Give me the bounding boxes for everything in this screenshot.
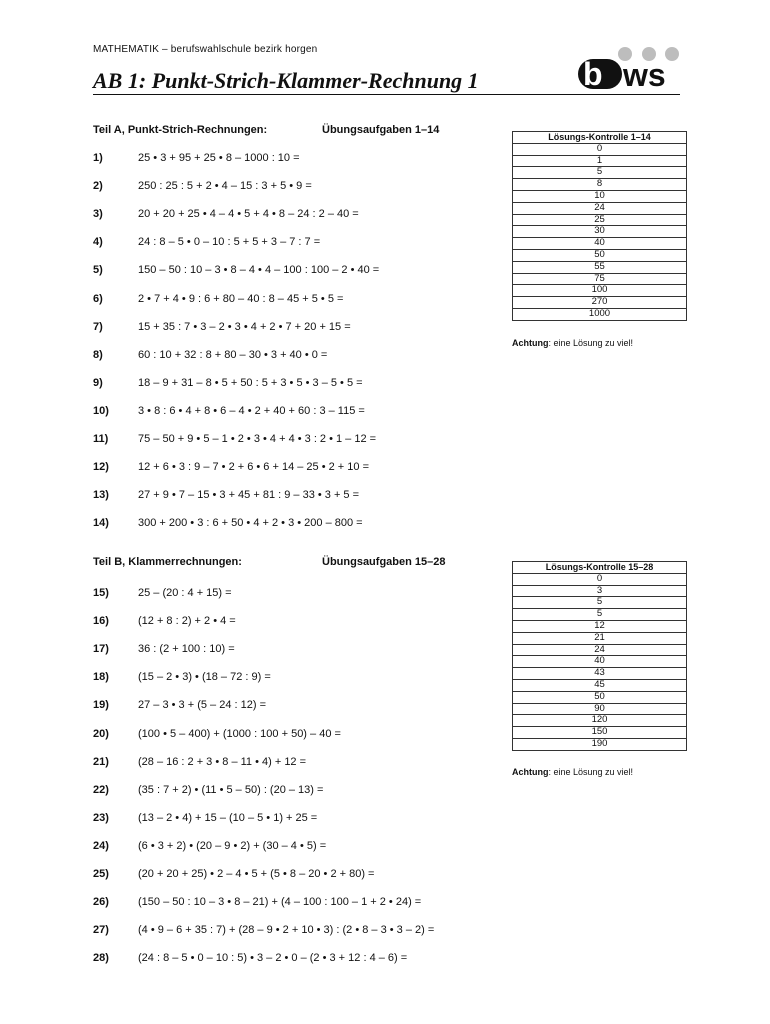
teil-b-title: Teil B, Klammerrechnungen: bbox=[93, 556, 242, 568]
solution-value: 150 bbox=[513, 727, 687, 739]
note-b-bold: Achtung bbox=[512, 767, 549, 777]
task-expression: 24 : 8 – 5 • 0 – 10 : 5 + 5 + 3 – 7 : 7 = bbox=[138, 236, 321, 249]
task-number: 2) bbox=[93, 180, 103, 193]
task-expression: 75 – 50 + 9 • 5 – 1 • 2 • 3 • 4 + 4 • 3 : 2 • 1 – 12 = bbox=[138, 433, 377, 445]
task-number: 28) bbox=[93, 952, 109, 965]
bws-logo bbox=[575, 44, 685, 92]
task-number: 6) bbox=[93, 292, 103, 305]
task-number: 15) bbox=[93, 587, 109, 599]
solution-value: 270 bbox=[513, 297, 687, 309]
task-expression: 3 • 8 : 6 • 4 + 8 • 6 – 4 • 2 + 40 + 60 : 3 – 115 = bbox=[138, 404, 365, 417]
task-number: 16) bbox=[93, 615, 109, 628]
task-number: 13) bbox=[93, 489, 109, 502]
task-expression: 150 – 50 : 10 – 3 • 8 – 4 • 4 – 100 : 100 – 2 • 40 = bbox=[138, 264, 380, 277]
task-number: 23) bbox=[93, 811, 109, 824]
task-number: 12) bbox=[93, 461, 109, 474]
task-expression: 27 – 3 • 3 + (5 – 24 : 12) = bbox=[138, 699, 266, 712]
solution-value: 0 bbox=[513, 143, 687, 155]
solution-value: 43 bbox=[513, 668, 687, 680]
solution-value: 50 bbox=[513, 691, 687, 703]
task-expression: 12 + 6 • 3 : 9 – 7 • 2 + 6 • 6 + 14 – 25 • 2 + 10 = bbox=[138, 461, 369, 474]
task-number: 22) bbox=[93, 783, 109, 796]
task-expression: 2 • 7 + 4 • 9 : 6 + 80 – 40 : 8 – 45 + 5 • 5 = bbox=[138, 292, 344, 305]
page-title: AB 1: Punkt-Strich-Klammer-Rechnung 1 bbox=[93, 68, 680, 95]
teil-b-heading bbox=[93, 556, 446, 568]
task-number: 8) bbox=[93, 348, 103, 361]
task-number: 5) bbox=[93, 264, 103, 277]
teil-b-subtitle: Übungsaufgaben 15–28 bbox=[322, 556, 446, 568]
task-number: 20) bbox=[93, 727, 109, 740]
note-b-text: : eine Lösung zu viel! bbox=[548, 767, 634, 777]
solution-value: 190 bbox=[513, 738, 687, 750]
task-number: 3) bbox=[93, 208, 103, 221]
task-number: 10) bbox=[93, 404, 109, 417]
task-expression: (20 + 20 + 25) • 2 – 4 • 5 + (5 • 8 – 20 • 2 + 80) = bbox=[138, 868, 375, 880]
task-number: 18) bbox=[93, 671, 109, 684]
solution-value: 24 bbox=[513, 202, 687, 214]
task-expression: (12 + 8 : 2) + 2 • 4 = bbox=[138, 615, 236, 628]
task-number: 21) bbox=[93, 755, 109, 768]
solution-value: 12 bbox=[513, 620, 687, 632]
task-expression: 60 : 10 + 32 : 8 + 80 – 30 • 3 + 40 • 0 = bbox=[138, 348, 328, 361]
task-number: 24) bbox=[93, 839, 109, 852]
task-number: 25) bbox=[93, 868, 109, 880]
solution-value: 40 bbox=[513, 238, 687, 250]
solution-table-a bbox=[512, 131, 687, 321]
document-subtitle: MATHEMATIK – berufswahlschule bezirk horgen bbox=[93, 44, 318, 55]
task-number: 17) bbox=[93, 643, 109, 656]
solution-value: 45 bbox=[513, 679, 687, 691]
task-number: 26) bbox=[93, 896, 109, 909]
task-number: 27) bbox=[93, 924, 109, 937]
task-expression: (35 : 7 + 2) • (11 • 5 – 50) : (20 – 13) = bbox=[138, 783, 324, 796]
solution-value: 24 bbox=[513, 644, 687, 656]
task-number: 1) bbox=[93, 152, 103, 164]
task-expression: (15 – 2 • 3) • (18 – 72 : 9) = bbox=[138, 671, 271, 684]
task-expression: 15 + 35 : 7 • 3 – 2 • 3 • 4 + 2 • 7 + 20 + 15 = bbox=[138, 320, 351, 333]
note-a-text: : eine Lösung zu viel! bbox=[548, 338, 634, 348]
solution-value: 0 bbox=[513, 573, 687, 585]
teil-a-title: Teil A, Punkt-Strich-Rechnungen: bbox=[93, 124, 268, 136]
task-expression: (28 – 16 : 2 + 3 • 8 – 11 • 4) + 12 = bbox=[138, 755, 307, 768]
solution-table-b bbox=[512, 561, 687, 751]
task-expression: 25 – (20 : 4 + 15) = bbox=[138, 587, 232, 599]
task-number: 9) bbox=[93, 376, 103, 389]
solution-value: 5 bbox=[513, 597, 687, 609]
teil-a-heading bbox=[93, 124, 440, 136]
task-expression: (150 – 50 : 10 – 3 • 8 – 21) + (4 – 100 : 100 – 1 + 2 • 24) = bbox=[138, 896, 422, 909]
task-expression: 250 : 25 : 5 + 2 • 4 – 15 : 3 + 5 • 9 = bbox=[138, 180, 312, 193]
task-expression: (13 – 2 • 4) + 15 – (10 – 5 • 1) + 25 = bbox=[138, 811, 318, 824]
task-expression: 18 – 9 + 31 – 8 • 5 + 50 : 5 + 3 • 5 • 3 – 5 • 5 = bbox=[138, 376, 363, 389]
task-expression: 300 + 200 • 3 : 6 + 50 • 4 + 2 • 3 • 200 – 800 = bbox=[138, 517, 363, 530]
solution-table-b-title: Lösungs-Kontrolle 15–28 bbox=[513, 562, 687, 574]
solution-value: 3 bbox=[513, 585, 687, 597]
task-number: 14) bbox=[93, 517, 109, 530]
task-expression: (100 • 5 – 400) + (1000 : 100 + 50) – 40 = bbox=[138, 727, 341, 740]
solution-value: 1 bbox=[513, 155, 687, 167]
solution-value: 21 bbox=[513, 632, 687, 644]
solution-value: 100 bbox=[513, 285, 687, 297]
task-number: 11) bbox=[93, 433, 109, 445]
task-expression: (24 : 8 – 5 • 0 – 10 : 5) • 3 – 2 • 0 – (2 • 3 + 12 : 4 – 6) = bbox=[138, 952, 408, 965]
solution-value: 10 bbox=[513, 190, 687, 202]
task-expression: 27 + 9 • 7 – 15 • 3 + 45 + 81 : 9 – 33 • 3 + 5 = bbox=[138, 489, 360, 502]
solution-value: 75 bbox=[513, 273, 687, 285]
solution-value: 1000 bbox=[513, 308, 687, 320]
solution-value: 90 bbox=[513, 703, 687, 715]
solution-value: 55 bbox=[513, 261, 687, 273]
task-expression: (6 • 3 + 2) • (20 – 9 • 2) + (30 – 4 • 5) = bbox=[138, 839, 327, 852]
solution-value: 50 bbox=[513, 249, 687, 261]
note-a bbox=[512, 338, 633, 348]
task-expression: 20 + 20 + 25 • 4 – 4 • 5 + 4 • 8 – 24 : 2 – 40 = bbox=[138, 208, 359, 221]
solution-table-a-title: Lösungs-Kontrolle 1–14 bbox=[513, 132, 687, 144]
svg-text:ws: ws bbox=[623, 57, 666, 92]
task-number: 19) bbox=[93, 699, 109, 712]
teil-a-subtitle: Übungsaufgaben 1–14 bbox=[322, 124, 440, 136]
solution-value: 5 bbox=[513, 609, 687, 621]
task-number: 7) bbox=[93, 320, 103, 333]
solution-value: 120 bbox=[513, 715, 687, 727]
solution-value: 40 bbox=[513, 656, 687, 668]
svg-text:b: b bbox=[583, 56, 603, 92]
note-b bbox=[512, 767, 633, 777]
solution-value: 5 bbox=[513, 167, 687, 179]
note-a-bold: Achtung bbox=[512, 338, 549, 348]
task-number: 4) bbox=[93, 236, 103, 249]
solution-value: 30 bbox=[513, 226, 687, 238]
solution-value: 8 bbox=[513, 179, 687, 191]
task-expression: (4 • 9 – 6 + 35 : 7) + (28 – 9 • 2 + 10 • 3) : (2 • 8 – 3 • 3 – 2) = bbox=[138, 924, 435, 937]
task-expression: 36 : (2 + 100 : 10) = bbox=[138, 643, 235, 656]
solution-value: 25 bbox=[513, 214, 687, 226]
task-expression: 25 • 3 + 95 + 25 • 8 – 1000 : 10 = bbox=[138, 152, 300, 164]
